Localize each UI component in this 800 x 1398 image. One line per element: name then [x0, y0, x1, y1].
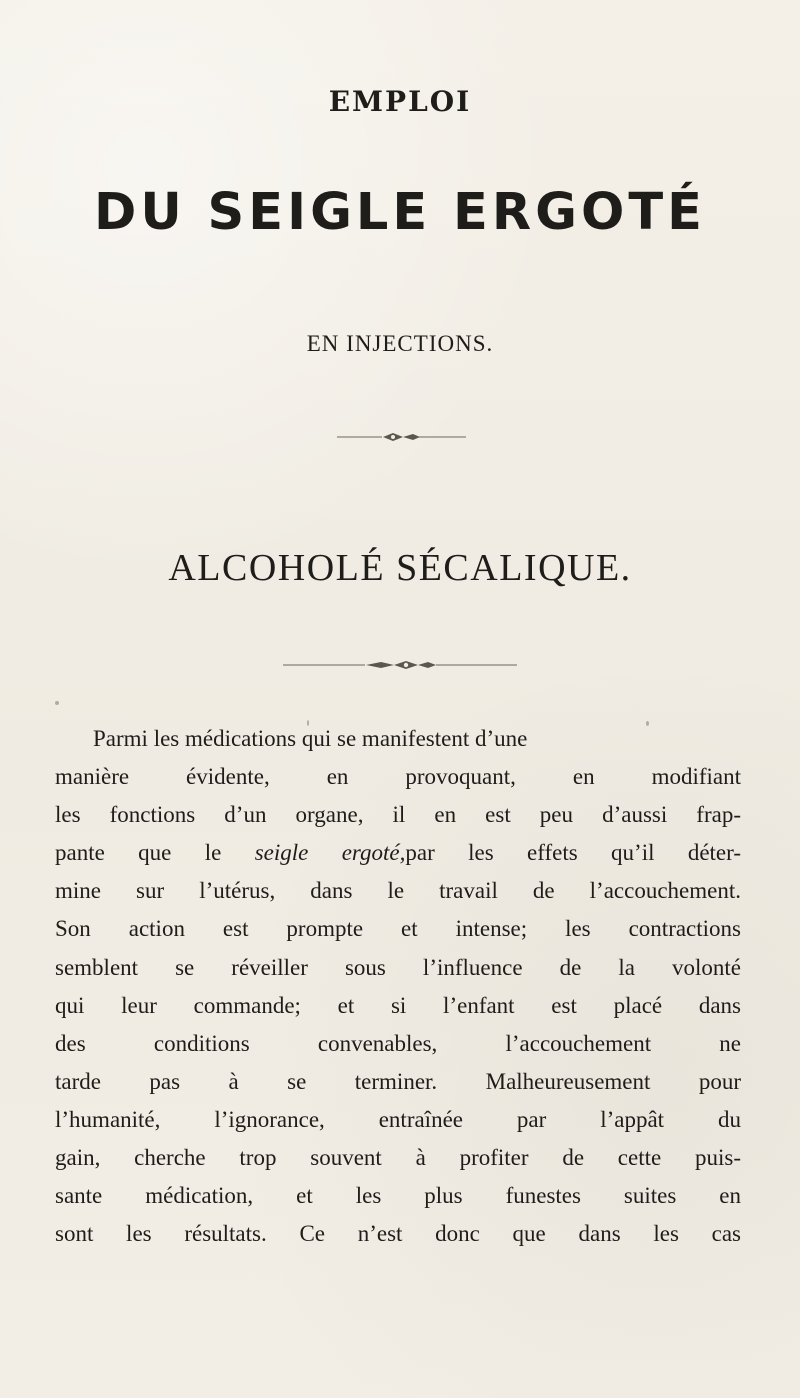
paragraph-line-12: gain, cherche trop souvent à profiter de cette puis-	[55, 1145, 741, 1171]
paragraph-line-10: tarde pas à se terminer. Malheureusement pour	[55, 1068, 741, 1094]
body-paragraph	[55, 720, 741, 1253]
document-main-title: DU SEIGLE ERGOTÉ	[94, 183, 706, 242]
paragraph-line-5: mine sur l’utérus, dans le travail de l’accouchement.	[55, 878, 741, 904]
paragraph-line-14: sont les résultats. Ce n’est donc que dans les cas	[55, 1221, 741, 1247]
paragraph-line-3: les fonctions d’un organe, il en est peu d’aussi frap-	[55, 802, 741, 828]
paragraph-line-11: l’humanité, l’ignorance, entraînée par l’appât du	[55, 1106, 741, 1132]
paragraph-line-2: manière évidente, en provoquant, en modifiant	[55, 764, 741, 790]
section-divider	[0, 658, 800, 672]
document-top-title: EMPLOI	[328, 85, 472, 118]
paragraph-line-8: qui leur commande; et si l’enfant est placé dans	[55, 992, 741, 1018]
paragraph-line-1: Parmi les médications qui se manifestent d’une	[93, 726, 528, 751]
paragraph-line-9: des conditions convenables, l’accouchement ne	[55, 1030, 741, 1056]
paragraph-line-6: Son action est prompte et intense; les contractions	[55, 916, 741, 942]
paragraph-line-13: sante médication, et les plus funestes suites en	[55, 1183, 741, 1209]
paragraph-line-4-suffix: par les effets qu’il déter-	[405, 840, 741, 866]
paragraph-line-7: semblent se réveiller sous l’influence de la volonté	[55, 954, 741, 980]
paragraph-line-4-italic: seigle ergoté,	[254, 840, 406, 866]
title-divider	[0, 430, 800, 444]
paragraph-line-4-prefix: pante que le	[55, 840, 255, 866]
paragraph-line-4	[55, 834, 741, 872]
section-title: ALCOHOLÉ SÉCALIQUE.	[168, 547, 632, 589]
document-subtitle: EN INJECTIONS.	[306, 331, 494, 356]
paper-speck	[55, 701, 59, 705]
